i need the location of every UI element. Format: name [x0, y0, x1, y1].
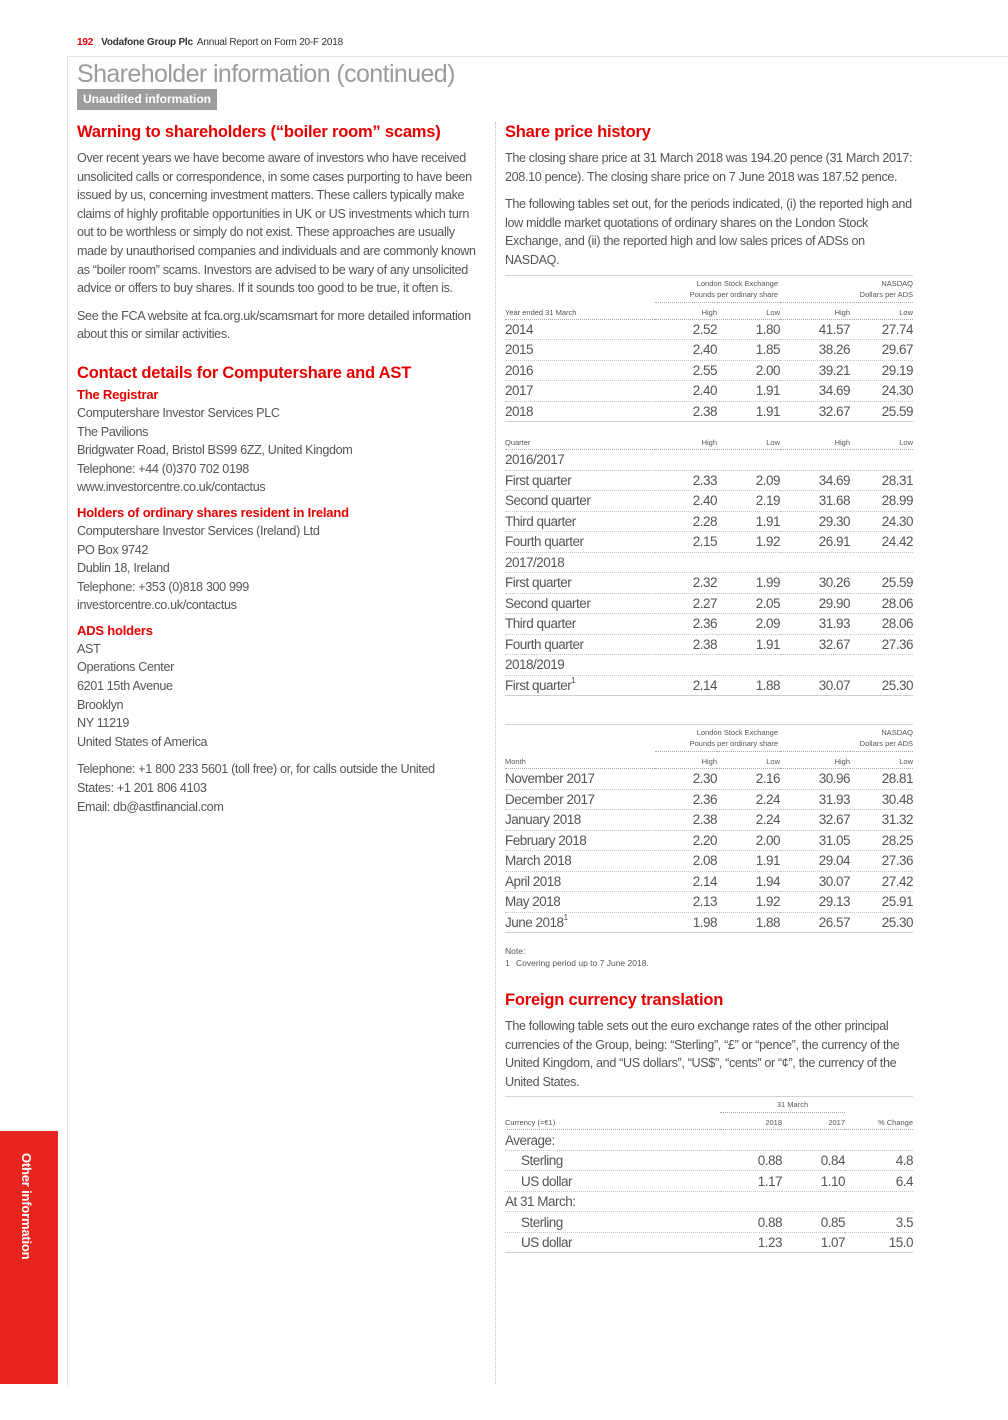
fiscal-year-label: 2017/2018: [505, 552, 913, 573]
table-group-header: [505, 1097, 913, 1113]
cell-period: 2018: [505, 401, 655, 422]
nasdaq-group-label: NASDAQ: [881, 278, 914, 288]
cell-lse-high: 2.33: [655, 470, 717, 491]
cell-period: March 2018: [505, 851, 655, 872]
section-tab-label: Other information: [19, 1153, 34, 1260]
cell-change: 3.5: [845, 1212, 913, 1233]
cell-period: November 2017: [505, 769, 655, 790]
cell-nasdaq-high: 29.04: [780, 851, 850, 872]
cell-period: April 2018: [505, 871, 655, 892]
closing-price-paragraph: The closing share price at 31 March 2018 was 194.20 pence (31 March 2017: 208.10 pence). The closing share price on 7 June 2018 was 187.52 pence.: [505, 151, 913, 184]
cell-lse-low: 1.85: [717, 340, 780, 361]
cell-period: 2017: [505, 381, 655, 402]
cell-nasdaq-low: 27.36: [850, 851, 913, 872]
cell-nasdaq-high: 31.05: [780, 830, 850, 851]
cell-nasdaq-low: 27.74: [850, 319, 913, 340]
col-nasdaq-low: Low: [850, 302, 913, 319]
table-column-header: [505, 302, 913, 319]
fx-section-label: Average:: [505, 1130, 913, 1151]
cell-nasdaq-low: 24.30: [850, 381, 913, 402]
cell-period: Third quarter: [505, 511, 655, 532]
ads-email-link[interactable]: Email: db@astfinancial.com: [77, 799, 224, 814]
cell-lse-low: 2.00: [717, 360, 780, 381]
cell-nasdaq-high: 26.91: [780, 532, 850, 553]
cell-lse-high: 1.98: [655, 912, 717, 933]
warning-paragraph: Over recent years we have become aware of investors who have received unsolicited calls or correspondence, in some cases purporting to have been issued by us, concerning investment matters. These callers typically make claims of highly profitable opportunities in UK or US investments which turn out to be worthless or simply do not exist. These approaches are usually made by unauthorised companies and individuals and are commonly known as “boiler room” scams. Investors are advised to be wary of any unsolicited advice or offers to buy shares. If it sounds too good to be true, it often is.: [77, 151, 476, 296]
table-row: [505, 511, 913, 532]
cell-nasdaq-low: 24.42: [850, 532, 913, 553]
col-nasdaq-low: Low: [850, 422, 913, 450]
col-lse-low: Low: [717, 422, 780, 450]
cell-lse-high: 2.36: [655, 789, 717, 810]
ireland-line: Computershare Investor Services (Ireland) Ltd: [77, 523, 320, 538]
cell-period: Second quarter: [505, 491, 655, 512]
ireland-block: [77, 505, 487, 615]
table-row: [505, 340, 913, 361]
fx-group-label: 31 March: [720, 1097, 845, 1113]
cell-2017: 1.07: [782, 1232, 845, 1253]
table-group-row: [505, 1130, 913, 1151]
ads-line: Operations Center: [77, 660, 174, 675]
table-group-row: [505, 655, 913, 676]
cell-nasdaq-low: 29.19: [850, 360, 913, 381]
cell-lse-high: 2.40: [655, 491, 717, 512]
registrar-line: Bridgwater Road, Bristol BS99 6ZZ, United Kingdom: [77, 443, 353, 458]
cell-lse-low: 1.88: [717, 675, 780, 696]
cell-nasdaq-low: 25.30: [850, 675, 913, 696]
cell-nasdaq-low: 27.36: [850, 634, 913, 655]
running-header: [77, 37, 343, 48]
section-tab-other-information[interactable]: [0, 1131, 58, 1384]
cell-nasdaq-high: 30.07: [780, 871, 850, 892]
cell-nasdaq-high: 38.26: [780, 340, 850, 361]
ads-line: NY 11219: [77, 716, 130, 731]
cell-currency: US dollar: [505, 1171, 720, 1192]
fx-rates-table: [505, 1096, 913, 1253]
cell-period: [505, 675, 655, 696]
cell-change: 6.4: [845, 1171, 913, 1192]
registrar-line: Computershare Investor Services PLC: [77, 405, 280, 420]
cell-lse-low: 1.91: [717, 851, 780, 872]
ireland-heading: Holders of ordinary shares resident in Ireland: [77, 504, 349, 520]
table-row: [505, 871, 913, 892]
annual-period-label: Year ended 31 March: [505, 302, 655, 319]
cell-nasdaq-high: 31.93: [780, 789, 850, 810]
cell-lse-high: 2.36: [655, 614, 717, 635]
ads-line: AST: [77, 641, 101, 656]
ads-line: Brooklyn: [77, 697, 124, 712]
cell-lse-low: 1.91: [717, 634, 780, 655]
fx-section-label: At 31 March:: [505, 1191, 913, 1212]
cell-2017: 0.85: [782, 1212, 845, 1233]
cell-nasdaq-low: 28.81: [850, 769, 913, 790]
col-2017: 2017: [782, 1113, 845, 1130]
cell-period: Second quarter: [505, 593, 655, 614]
table-column-header: [505, 1113, 913, 1130]
ireland-line: Dublin 18, Ireland: [77, 561, 170, 576]
table-row: [505, 532, 913, 553]
table-row: [505, 401, 913, 422]
cell-nasdaq-high: 30.26: [780, 573, 850, 594]
cell-lse-low: 2.19: [717, 491, 780, 512]
cell-lse-high: 2.13: [655, 892, 717, 913]
frame-rule-top: [67, 56, 1008, 57]
cell-lse-high: 2.40: [655, 340, 717, 361]
frame-rule-left: [67, 56, 68, 1386]
cell-lse-low: 2.00: [717, 830, 780, 851]
fiscal-year-label: 2016/2017: [505, 450, 913, 471]
cell-period: 2015: [505, 340, 655, 361]
fx-paragraph: The following table sets out the euro exchange rates of the other principal currencies of the Group, being: “Sterling”, “£” or “pence”, the currency of the United Kingdom, and “US dollars”, “US$”, “cents” or “¢”, the currency of the United States.: [505, 1019, 900, 1089]
cell-nasdaq-high: 29.90: [780, 593, 850, 614]
cell-lse-high: 2.55: [655, 360, 717, 381]
cell-lse-low: 2.09: [717, 614, 780, 635]
ads-line: United States of America: [77, 734, 208, 749]
cell-lse-high: 2.38: [655, 401, 717, 422]
cell-2018: 0.88: [720, 1212, 782, 1233]
cell-lse-high: 2.28: [655, 511, 717, 532]
registrar-line: The Pavilions: [77, 424, 149, 439]
cell-nasdaq-low: 27.42: [850, 871, 913, 892]
cell-lse-low: 1.91: [717, 401, 780, 422]
cell-change: 4.8: [845, 1150, 913, 1171]
cell-period: First quarter: [505, 573, 655, 594]
table-row: [505, 810, 913, 831]
table-row: [505, 851, 913, 872]
table-row: [505, 1212, 913, 1233]
table-row: [505, 1150, 913, 1171]
cell-2017: 1.10: [782, 1171, 845, 1192]
col-nasdaq-high: High: [780, 752, 850, 769]
cell-lse-low: 1.91: [717, 381, 780, 402]
table-row: [505, 830, 913, 851]
table-row: [505, 892, 913, 913]
table-row: [505, 491, 913, 512]
col-lse-low: Low: [717, 752, 780, 769]
nasdaq-group-sublabel: Dollars per ADS: [859, 739, 914, 749]
table-row: [505, 634, 913, 655]
nasdaq-group-sublabel: Dollars per ADS: [859, 289, 914, 299]
table-column-header: [505, 422, 913, 450]
cell-lse-low: 2.24: [717, 789, 780, 810]
cell-lse-low: 1.92: [717, 892, 780, 913]
table-group-header: [505, 725, 913, 752]
share-price-monthly-table: [505, 724, 913, 933]
ireland-website-link[interactable]: investorcentre.co.uk/contactus: [77, 598, 237, 613]
table-row: [505, 381, 913, 402]
footnote-marker: 1: [571, 675, 576, 685]
cell-nasdaq-high: 29.13: [780, 892, 850, 913]
cell-lse-low: 1.92: [717, 532, 780, 553]
cell-period: Fourth quarter: [505, 532, 655, 553]
column-divider: [495, 122, 496, 1384]
share-price-annual-quarterly-table: [505, 275, 913, 697]
cell-nasdaq-low: 31.32: [850, 810, 913, 831]
table-row: [505, 1232, 913, 1253]
table-row: [505, 470, 913, 491]
cell-2017: 0.84: [782, 1150, 845, 1171]
lse-group-sublabel: Pounds per ordinary share: [689, 289, 779, 299]
cell-nasdaq-high: 30.96: [780, 769, 850, 790]
unaudited-badge: Unaudited information: [77, 89, 217, 110]
lse-group-label: London Stock Exchange: [696, 278, 779, 288]
col-lse-high: High: [655, 752, 717, 769]
lse-group-label: London Stock Exchange: [696, 728, 779, 738]
col-currency: Currency (=€1): [505, 1113, 720, 1130]
cell-2018: 1.17: [720, 1171, 782, 1192]
table-row: [505, 675, 913, 696]
col-2018: 2018: [720, 1113, 782, 1130]
table-group-row: [505, 450, 913, 471]
col-nasdaq-high: High: [780, 422, 850, 450]
cell-period: Third quarter: [505, 614, 655, 635]
cell-nasdaq-low: 25.91: [850, 892, 913, 913]
col-lse-high: High: [655, 422, 717, 450]
cell-period: [505, 912, 655, 933]
cell-nasdaq-high: 26.57: [780, 912, 850, 933]
registrar-heading: The Registrar: [77, 386, 159, 402]
page-title: Shareholder information (continued): [77, 60, 455, 88]
cell-2018: 0.88: [720, 1150, 782, 1171]
cell-currency: Sterling: [505, 1212, 720, 1233]
cell-nasdaq-high: 32.67: [780, 634, 850, 655]
cell-lse-high: 2.14: [655, 675, 717, 696]
cell-change: 15.0: [845, 1232, 913, 1253]
cell-lse-low: 2.16: [717, 769, 780, 790]
ireland-line: PO Box 9742: [77, 542, 149, 557]
table-row: [505, 912, 913, 933]
fca-paragraph: See the FCA website at fca.org.uk/scamsmart for more detailed information about this or similar activities.: [77, 308, 471, 342]
cell-currency: US dollar: [505, 1232, 720, 1253]
cell-lse-high: 2.08: [655, 851, 717, 872]
cell-currency: Sterling: [505, 1150, 720, 1171]
cell-lse-low: 2.24: [717, 810, 780, 831]
table-row: [505, 614, 913, 635]
period-text: First quarter: [505, 677, 572, 693]
left-column: [77, 120, 487, 824]
ads-block: [77, 623, 487, 816]
table-group-header: [505, 275, 913, 302]
note-number: 1: [505, 958, 510, 969]
table-row: [505, 573, 913, 594]
cell-lse-low: 1.99: [717, 573, 780, 594]
report-name: Annual Report on Form 20-F 2018: [196, 37, 343, 48]
cell-nasdaq-high: 34.69: [780, 381, 850, 402]
cell-lse-high: 2.20: [655, 830, 717, 851]
cell-nasdaq-low: 25.59: [850, 573, 913, 594]
cell-period: January 2018: [505, 810, 655, 831]
cell-lse-high: 2.14: [655, 871, 717, 892]
quarter-period-label: Quarter: [505, 422, 655, 450]
nasdaq-group-label: NASDAQ: [881, 728, 914, 738]
cell-lse-high: 2.30: [655, 769, 717, 790]
table-column-header: [505, 752, 913, 769]
table-row: [505, 789, 913, 810]
cell-nasdaq-high: 39.21: [780, 360, 850, 381]
cell-nasdaq-high: 41.57: [780, 319, 850, 340]
cell-period: First quarter: [505, 470, 655, 491]
cell-period: February 2018: [505, 830, 655, 851]
ads-phone-intl: States: +1 201 806 4103: [77, 781, 207, 796]
cell-lse-low: 1.88: [717, 912, 780, 933]
table-row: [505, 1171, 913, 1192]
ireland-phone: Telephone: +353 (0)818 300 999: [77, 579, 249, 594]
cell-nasdaq-low: 28.25: [850, 830, 913, 851]
ads-phone: Telephone: +1 800 233 5601 (toll free) or, for calls outside the United: [77, 762, 435, 777]
cell-period: May 2018: [505, 892, 655, 913]
table-row: [505, 593, 913, 614]
cell-nasdaq-high: 31.93: [780, 614, 850, 635]
cell-2018: 1.23: [720, 1232, 782, 1253]
right-column: [505, 120, 915, 1253]
table-row: [505, 360, 913, 381]
cell-lse-low: 2.05: [717, 593, 780, 614]
cell-nasdaq-low: 28.06: [850, 593, 913, 614]
cell-period: 2014: [505, 319, 655, 340]
fx-heading: Foreign currency translation: [505, 991, 724, 1010]
col-nasdaq-low: Low: [850, 752, 913, 769]
cell-period: 2016: [505, 360, 655, 381]
col-nasdaq-high: High: [780, 302, 850, 319]
cell-lse-low: 1.80: [717, 319, 780, 340]
cell-nasdaq-high: 34.69: [780, 470, 850, 491]
table-row: [505, 769, 913, 790]
col-change: % Change: [845, 1113, 913, 1130]
registrar-website-link[interactable]: www.investorcentre.co.uk/contactus: [77, 480, 266, 495]
cell-nasdaq-low: 28.99: [850, 491, 913, 512]
month-period-label: Month: [505, 752, 655, 769]
ads-heading: ADS holders: [77, 622, 153, 638]
warning-section: [77, 123, 487, 344]
cell-nasdaq-low: 28.06: [850, 614, 913, 635]
tables-intro-paragraph: The following tables set out, for the periods indicated, (i) the reported high and low middle market quotations of ordinary shares on the London Stock Exchange, and (ii) the reported high and low sales prices of ADSs on NASDAQ.: [505, 197, 912, 267]
contact-section: [77, 364, 487, 816]
cell-lse-low: 1.91: [717, 511, 780, 532]
cell-nasdaq-high: 32.67: [780, 401, 850, 422]
cell-nasdaq-high: 29.30: [780, 511, 850, 532]
cell-nasdaq-high: 30.07: [780, 675, 850, 696]
note-text: Covering period up to 7 June 2018.: [516, 958, 649, 969]
cell-nasdaq-low: 29.67: [850, 340, 913, 361]
registrar-block: [77, 387, 487, 497]
cell-lse-low: 1.94: [717, 871, 780, 892]
warning-heading: Warning to shareholders (“boiler room” scams): [77, 123, 441, 141]
contact-heading: Contact details for Computershare and AST: [77, 363, 412, 382]
period-text: June 2018: [505, 914, 564, 930]
cell-lse-high: 2.15: [655, 532, 717, 553]
cell-lse-high: 2.32: [655, 573, 717, 594]
share-price-section: [505, 123, 915, 969]
cell-nasdaq-low: 30.48: [850, 789, 913, 810]
cell-period: Fourth quarter: [505, 634, 655, 655]
table-group-row: [505, 552, 913, 573]
cell-lse-high: 2.38: [655, 810, 717, 831]
page-number: 192: [77, 37, 94, 48]
company-name: Vodafone Group Plc: [101, 37, 193, 48]
cell-lse-high: 2.38: [655, 634, 717, 655]
ads-line: 6201 15th Avenue: [77, 679, 173, 694]
share-price-heading: Share price history: [505, 123, 651, 141]
footnote-marker: 1: [563, 912, 568, 922]
table-group-row: [505, 1191, 913, 1212]
col-lse-high: High: [655, 302, 717, 319]
cell-lse-low: 2.09: [717, 470, 780, 491]
col-lse-low: Low: [717, 302, 780, 319]
note-label: Note:: [505, 946, 526, 957]
cell-period: December 2017: [505, 789, 655, 810]
cell-nasdaq-low: 25.59: [850, 401, 913, 422]
cell-lse-high: 2.40: [655, 381, 717, 402]
cell-nasdaq-low: 24.30: [850, 511, 913, 532]
cell-lse-high: 2.27: [655, 593, 717, 614]
cell-lse-high: 2.52: [655, 319, 717, 340]
lse-group-sublabel: Pounds per ordinary share: [689, 739, 779, 749]
cell-nasdaq-low: 25.30: [850, 912, 913, 933]
fiscal-year-label: 2018/2019: [505, 655, 913, 676]
table-note: [505, 945, 915, 969]
registrar-phone: Telephone: +44 (0)370 702 0198: [77, 461, 249, 476]
cell-nasdaq-high: 32.67: [780, 810, 850, 831]
cell-nasdaq-high: 31.68: [780, 491, 850, 512]
fx-section: [505, 991, 915, 1253]
cell-nasdaq-low: 28.31: [850, 470, 913, 491]
table-row: [505, 319, 913, 340]
